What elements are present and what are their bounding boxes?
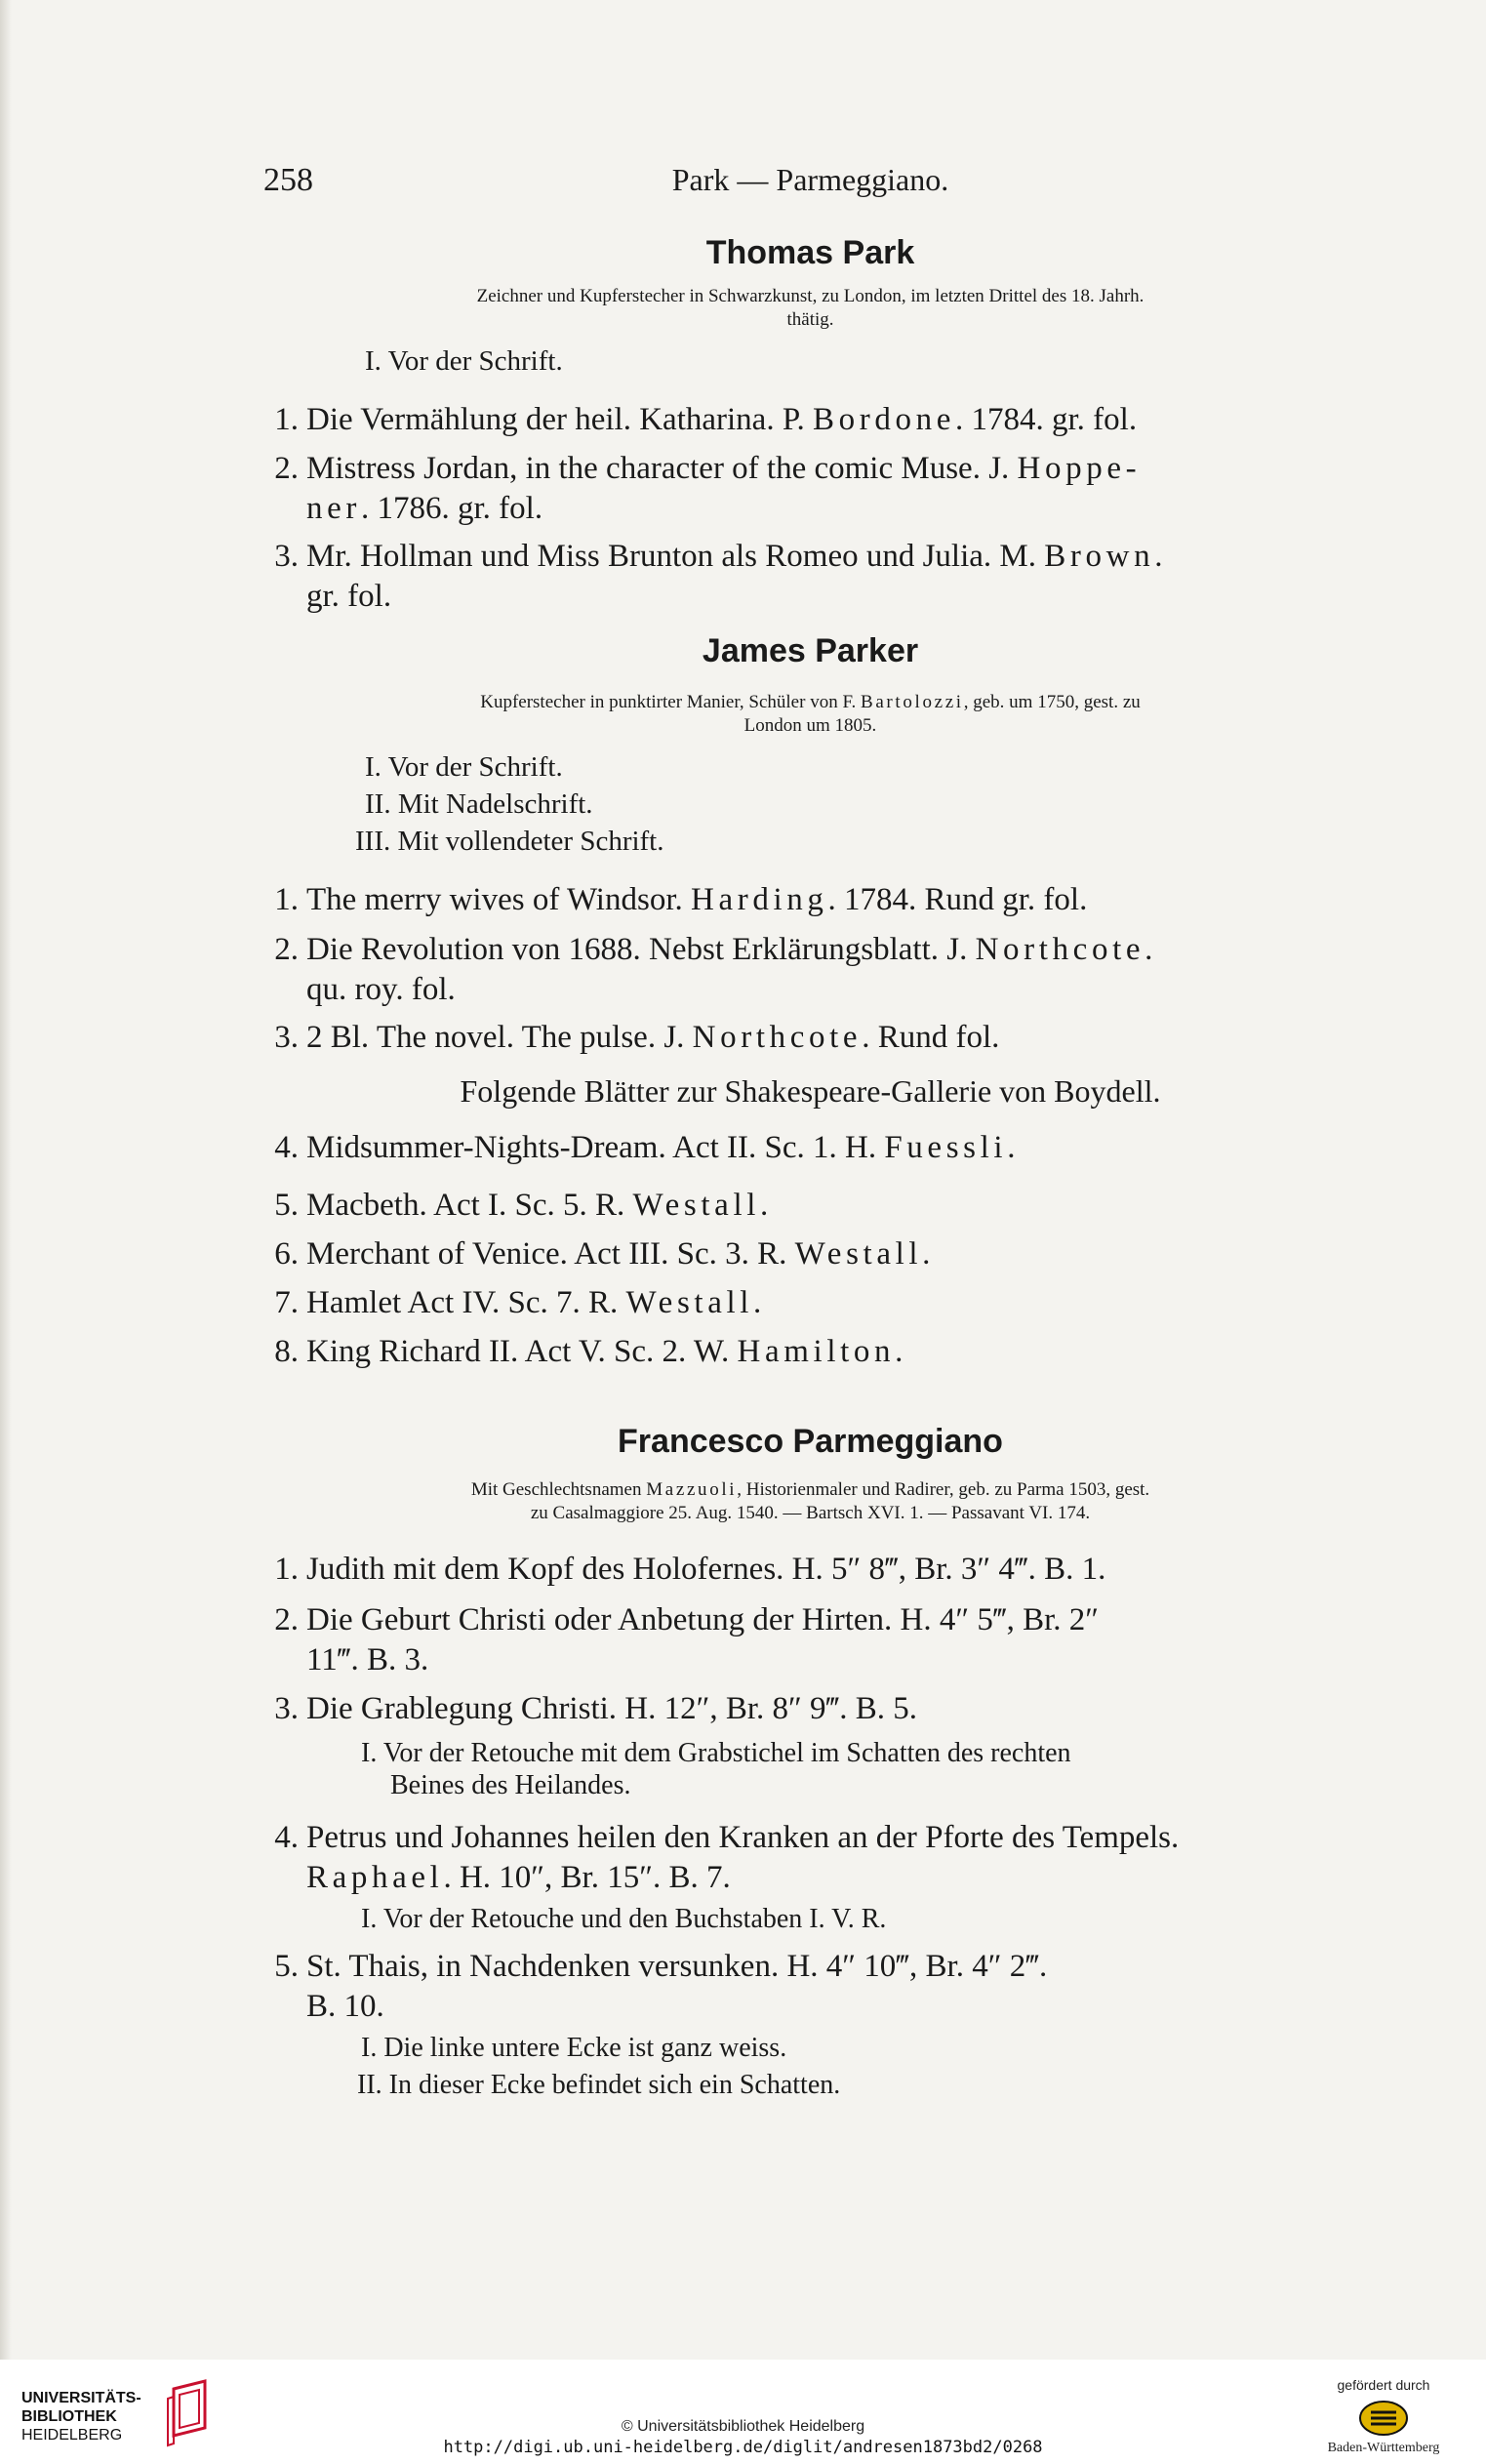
entry-number: 7. — [274, 1285, 299, 1320]
entry-text — [306, 1283, 1366, 1323]
entry-number: 8. — [274, 1334, 299, 1369]
artist-name: Hoppe- — [1017, 451, 1142, 486]
entry-text: Judith mit dem Kopf des Holofernes. H. 5″ 8‴, Br. 3″ 4‴. B. 1. — [306, 1552, 1106, 1587]
entry-number: 6. — [274, 1236, 299, 1272]
artist-name: Westall — [632, 1188, 761, 1223]
entry-text-part: . 1786. gr. fol. — [361, 491, 543, 526]
section-title-james-parker: James Parker — [702, 632, 919, 669]
coat-of-arms-icon — [1357, 2399, 1410, 2438]
bio-line: Mit Geschlechtsnamen — [470, 1479, 642, 1500]
entry-text-part: qu. roy. fol. — [306, 972, 456, 1007]
entry-text-part: . — [760, 1188, 769, 1223]
entry-text-part: Hamlet Act IV. Sc. 7. R. — [306, 1285, 619, 1320]
artist-name: Northcote — [975, 932, 1145, 967]
page-number: 258 — [263, 162, 313, 198]
artist-name: Raphael — [306, 1860, 444, 1895]
entry-text-part: Die Geburt Christi oder Anbetung der Hirten. H. 4″ 5‴, Br. 2″ — [306, 1602, 1100, 1637]
logo-text: BIBLIOTHEK — [21, 2408, 117, 2425]
running-title: Park — Parmeggiano. — [671, 162, 949, 197]
bio-line: , Historienmaler und Radirer, geb. zu Parma 1503, gest. — [737, 1479, 1150, 1500]
entry-number: 2. — [274, 932, 299, 967]
university-library-logo[interactable] — [21, 2389, 141, 2444]
entry-text-part: Mistress Jordan, in the character of the comic Muse. J. — [306, 451, 1010, 486]
entry-text — [306, 1818, 1366, 1898]
entry-number: 3. — [274, 1020, 299, 1055]
entry-text-part: . — [1007, 1130, 1016, 1165]
entry-text — [306, 1018, 1366, 1058]
entry-text-part: 2 Bl. The novel. The pulse. J. — [306, 1020, 685, 1055]
running-head — [252, 162, 1369, 205]
entry-text — [306, 880, 1366, 920]
entry-text-part: Die Revolution von 1688. Nebst Erklärungsblatt. J. — [306, 932, 968, 967]
entry-text-part: Mr. Hollman und Miss Brunton als Romeo und Julia. M. — [306, 539, 1037, 574]
artist-name: Bartolozzi — [861, 692, 964, 712]
entry-text-part: B. 10. — [306, 1989, 384, 2024]
entry-number: 4. — [274, 1820, 299, 1855]
entry-text-part: . — [895, 1334, 904, 1369]
state-note: II. Mit Nadelschrift. — [365, 788, 593, 820]
artist-name: Brown — [1044, 539, 1155, 574]
section-title-thomas-park: Thomas Park — [705, 234, 915, 271]
entry-number: 2. — [274, 1602, 299, 1637]
artist-name: Hamilton — [737, 1334, 896, 1369]
funded-by-label: gefördert durch — [1337, 2377, 1430, 2393]
entry-number: 1. — [274, 882, 299, 917]
entry-text-part: Merchant of Venice. Act III. Sc. 3. R. — [306, 1236, 787, 1272]
entry-text — [306, 1332, 1366, 1372]
footer-bar — [0, 2360, 1486, 2464]
entry-text — [306, 1128, 1366, 1168]
bio-line: Kupferstecher in punktirter Manier, Schüler von F. — [480, 692, 857, 712]
entry-text-part: . — [753, 1285, 762, 1320]
entry-text-part: St. Thais, in Nachdenken versunken. H. 4″ 10‴, Br. 4″ 2‴. — [306, 1949, 1048, 1984]
entry-number: 4. — [274, 1130, 299, 1165]
state-note-continued: Beines des Heilandes. — [390, 1770, 631, 1800]
entry-text — [306, 400, 1366, 440]
entry-text-part: Die Vermählung der heil. Katharina. P. — [306, 402, 805, 437]
entry-text-part: Midsummer-Nights-Dream. Act II. Sc. 1. H. — [306, 1130, 877, 1165]
artist-name: Fuessli — [884, 1130, 1008, 1165]
copyright-notice: © Universitätsbibliothek Heidelberg — [621, 2418, 865, 2435]
boydell-note: Folgende Blätter zur Shakespeare-Gallerie von Boydell. — [460, 1073, 1161, 1109]
artist-name: Westall — [794, 1236, 923, 1272]
entry-number: 5. — [274, 1949, 299, 1984]
bio-james-parker — [271, 691, 1349, 738]
state-note: I. Die linke untere Ecke ist ganz weiss. — [361, 2033, 787, 2063]
section-title-parmeggiano: Francesco Parmeggiano — [618, 1423, 1003, 1460]
state-note: II. In dieser Ecke befindet sich ein Schatten. — [357, 2070, 841, 2100]
entry-text-part: King Richard II. Act V. Sc. 2. W. — [306, 1334, 730, 1369]
permalink-url[interactable]: http://digi.ub.uni-heidelberg.de/diglit/andresen1873bd2/0268 — [443, 2438, 1043, 2457]
entry-number: 3. — [274, 539, 299, 574]
bio-parmeggiano — [271, 1478, 1349, 1525]
artist-name: ner — [306, 491, 361, 526]
bio-line: thätig. — [786, 309, 834, 330]
bio-line: zu Casalmaggiore 25. Aug. 1540. — Bartsch XVI. 1. — Passavant VI. 174. — [530, 1503, 1091, 1523]
entry-text-part: 11‴. B. 3. — [306, 1642, 429, 1677]
entry-text — [306, 449, 1366, 529]
logo-text: UNIVERSITÄTS- — [21, 2390, 141, 2406]
entry-text-part: Petrus und Johannes heilen den Kranken an der Pforte des Tempels. — [306, 1820, 1180, 1855]
entry-text — [306, 537, 1366, 617]
state-note: I. Vor der Schrift. — [365, 345, 563, 377]
entry-text-part: . — [1154, 539, 1163, 574]
entry-text-part: The merry wives of Windsor. — [306, 882, 683, 917]
entry-number: 1. — [274, 1552, 299, 1587]
entry-text-part: . — [922, 1236, 931, 1272]
artist-name: Bordone — [813, 402, 956, 437]
entry-text — [306, 1600, 1366, 1680]
entry-text-part: . H. 10″, Br. 15″. B. 7. — [443, 1860, 731, 1895]
artist-name: Harding — [691, 882, 828, 917]
funder-label[interactable]: Baden-Württemberg — [1327, 2441, 1440, 2455]
entry-number: 5. — [274, 1188, 299, 1223]
bio-line: , geb. um 1750, gest. zu — [963, 692, 1141, 712]
entry-text — [306, 1186, 1366, 1226]
entry-number: 1. — [274, 402, 299, 437]
bio-line: London um 1805. — [743, 715, 877, 736]
entry-text-part: . Rund fol. — [862, 1020, 1000, 1055]
entry-text-part: gr. fol. — [306, 579, 392, 614]
bio-thomas-park — [271, 285, 1349, 332]
entry-text: Die Grablegung Christi. H. 12″, Br. 8″ 9‴. B. 5. — [306, 1691, 918, 1726]
bio-line: Zeichner und Kupferstecher in Schwarzkunst, zu London, im letzten Drittel des 18. Jahrh. — [476, 286, 1145, 306]
artist-name: Mazzuoli — [646, 1479, 738, 1500]
state-note — [361, 1737, 1369, 1770]
page-edge-shadow — [0, 0, 12, 2360]
entry-text — [306, 1947, 1366, 2027]
artist-name: Westall — [625, 1285, 754, 1320]
state-note: I. Vor der Schrift. — [365, 751, 563, 783]
note-line: I. Vor der Retouche mit dem Grabstichel im Schatten des rechten — [361, 1738, 1071, 1768]
artist-name: Northcote — [692, 1020, 863, 1055]
entry-text — [306, 1234, 1366, 1274]
entry-number: 2. — [274, 451, 299, 486]
entry-number: 3. — [274, 1691, 299, 1726]
entry-text-part: . 1784. Rund gr. fol. — [827, 882, 1088, 917]
entry-text-part: . — [1145, 932, 1153, 967]
state-note: III. Mit vollendeter Schrift. — [355, 826, 664, 857]
logo-text: HEIDELBERG — [21, 2427, 123, 2444]
entry-text-part: Macbeth. Act I. Sc. 5. R. — [306, 1188, 625, 1223]
state-note: I. Vor der Retouche und den Buchstaben I. V. R. — [361, 1904, 887, 1934]
entry-text — [306, 930, 1366, 1010]
entry-text-part: . 1784. gr. fol. — [955, 402, 1138, 437]
